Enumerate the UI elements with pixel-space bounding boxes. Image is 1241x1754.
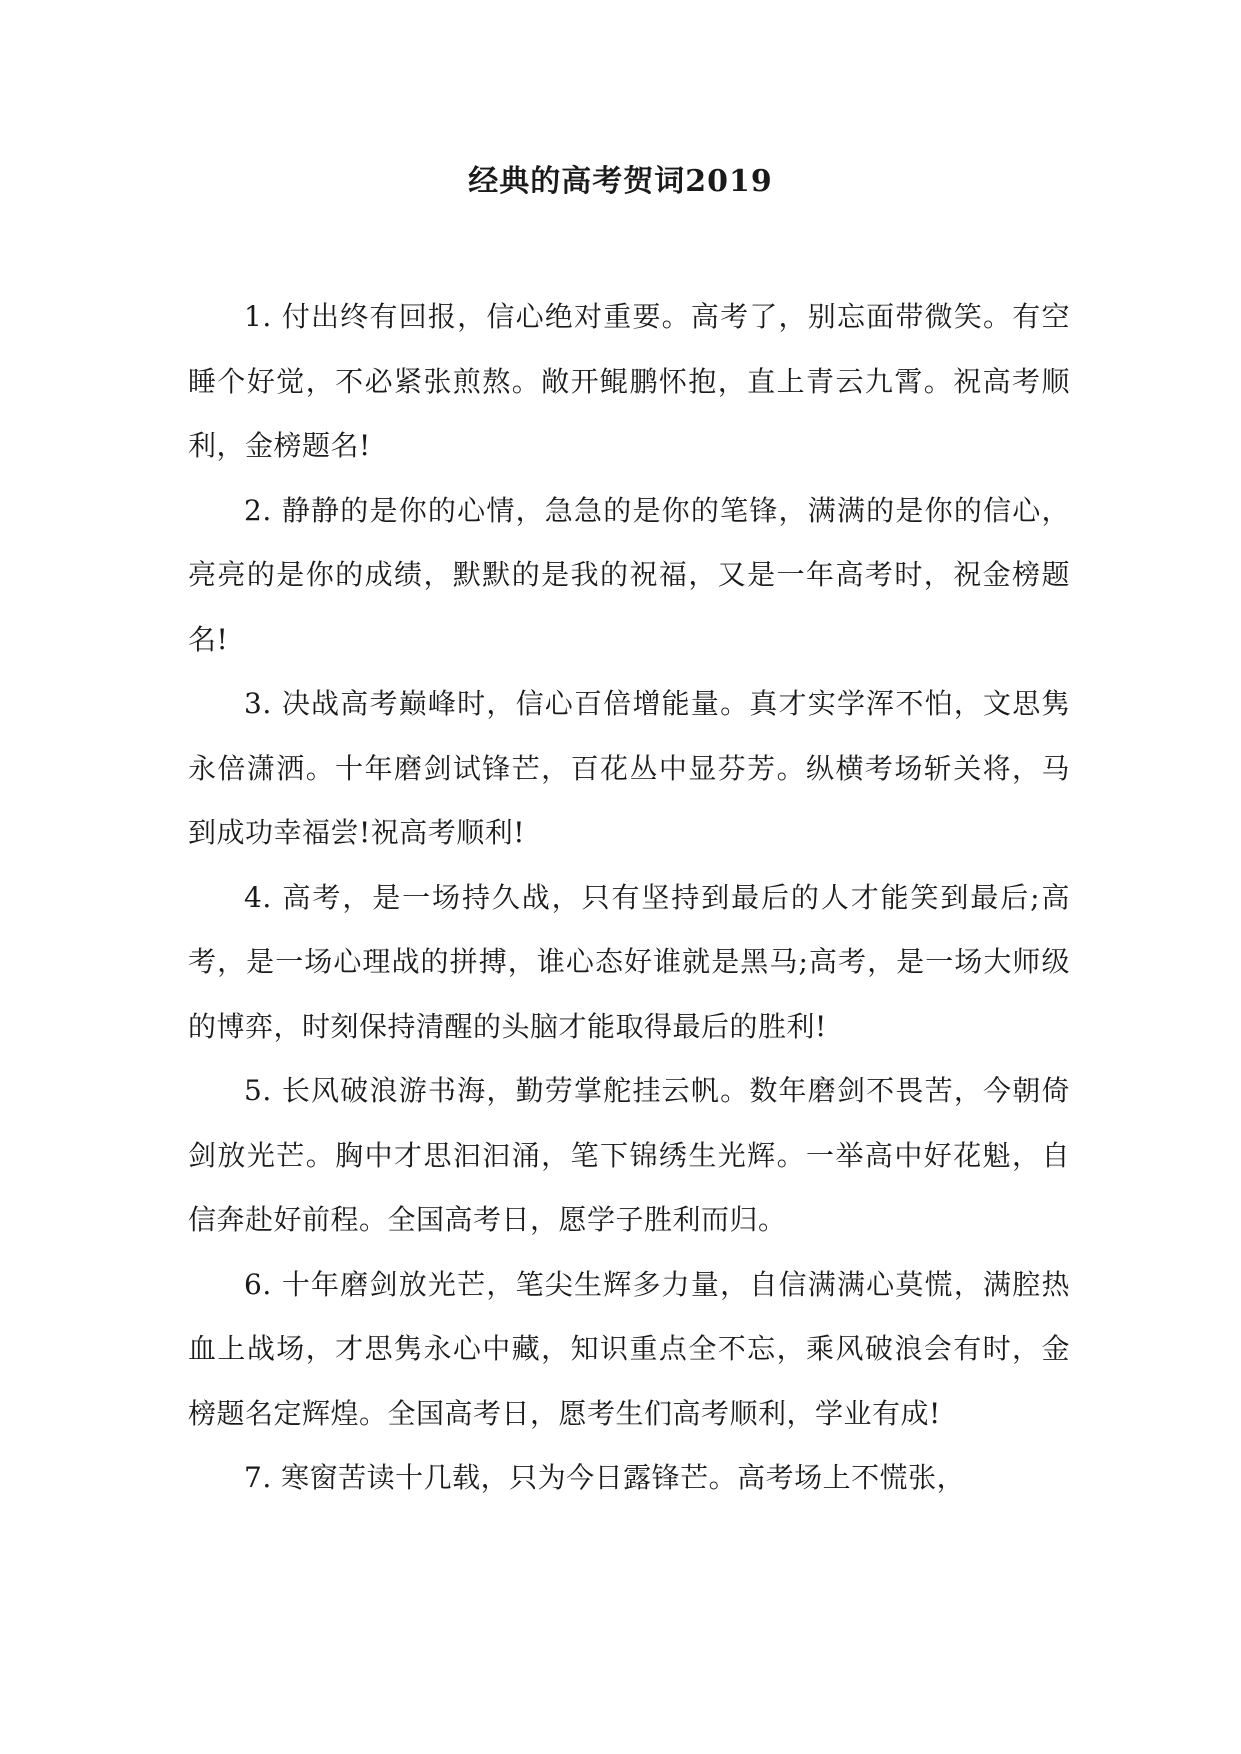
document-body xyxy=(188,285,1070,1511)
document-title: 经典的高考贺词2019 xyxy=(468,164,773,199)
paragraph-1: 1. 付出终有回报，信心绝对重要。高考了，别忘面带微笑。有空睡个好觉，不必紧张煎熬。敞开鲲鹏怀抱，直上青云九霄。祝高考顺利，金榜题名! xyxy=(188,300,1070,462)
paragraph-4: 4. 高考，是一场持久战，只有坚持到最后的人才能笑到最后;高考，是一场心理战的拼搏，谁心态好谁就是黑马;高考，是一场大师级的博弈，时刻保持清醒的头脑才能取得最后的胜利! xyxy=(188,880,1070,1043)
paragraph-5: 5. 长风破浪游书海，勤劳掌舵挂云帆。数年磨剑不畏苦，今朝倚剑放光芒。胸中才思汩汩涌，笔下锦绣生光辉。一举高中好花魁，自信奔赴好前程。全国高考日，愿学子胜利而归。 xyxy=(188,1074,1070,1236)
paragraph-3: 3. 决战高考巅峰时，信心百倍增能量。真才实学浑不怕，文思隽永倍潇洒。十年磨剑试锋芒，百花丛中显芬芳。纵横考场斩关将，马到成功幸福尝!祝高考顺利! xyxy=(188,687,1070,849)
paragraph-6: 6. 十年磨剑放光芒，笔尖生辉多力量，自信满满心莫慌，满腔热血上战场，才思隽永心中藏，知识重点全不忘，乘风破浪会有时，金榜题名定辉煌。全国高考日，愿考生们高考顺利，学业有成! xyxy=(188,1267,1070,1430)
paragraph-7: 7. 寒窗苦读十几载，只为今日露锋芒。高考场上不慌张， xyxy=(244,1461,966,1494)
paragraph-2: 2. 静静的是你的心情，急急的是你的笔锋，满满的是你的信心，亮亮的是你的成绩，默默的是我的祝福，又是一年高考时，祝金榜题名! xyxy=(188,493,1070,656)
